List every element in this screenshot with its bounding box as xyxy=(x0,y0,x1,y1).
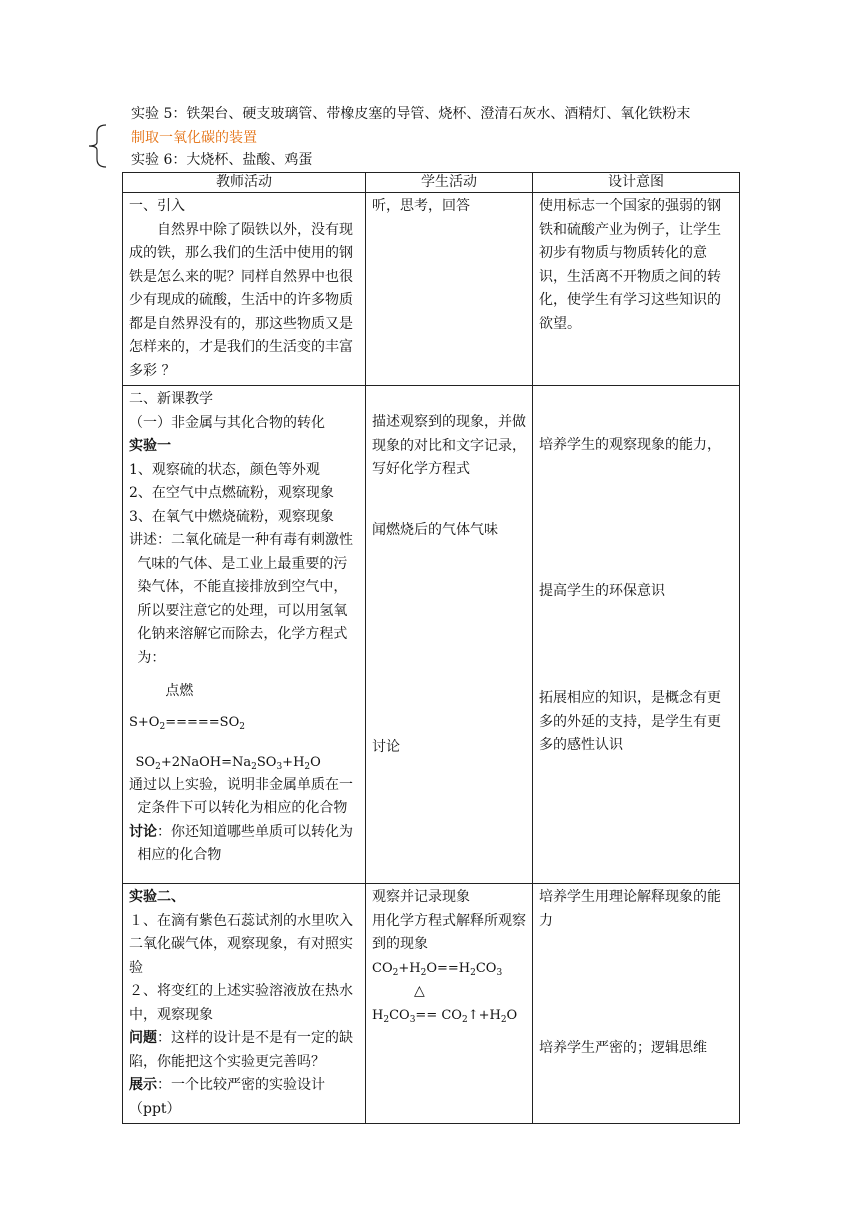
row1-student-text: 听，思考，回答 xyxy=(372,198,470,214)
materials-exp6: 实验 6：大烧杯、盐酸、鸡蛋 xyxy=(131,152,313,168)
row2-explain: 讲述：二氧化硫是一种有毒有刺激性气味的气体、是工业上最重要的污染气体，不能直接排放到空气中，所以要注意它的处理，可以用氢氧化钠来溶解它而除去，化学方程式为： xyxy=(129,532,353,666)
materials-exp5: 实验 5：铁架台、硬支玻璃管、带橡皮塞的导管、烧杯、澄清石灰水、酒精灯、氧化铁粉末 xyxy=(131,106,691,122)
materials-exp5-note: 制取一氧化碳的装置 xyxy=(131,130,257,146)
row1-intent xyxy=(533,193,740,386)
row3-question-label: 问题 xyxy=(129,1030,157,1046)
row2-condition: 点燃 xyxy=(165,683,194,699)
row2-student-describe: 描述观察到的现象，并做现象的对比和文字记录，写好化学方程式 xyxy=(372,414,526,477)
row2-step2: 2、在空气中点燃硫粉，观察现象 xyxy=(129,485,334,501)
row3-intent-logic: 培养学生严密的；逻辑思维 xyxy=(539,1040,707,1056)
row1-teacher-title: 一、引入 xyxy=(129,198,185,214)
row2-step3: 3、在氧气中燃烧硫粉，观察现象 xyxy=(129,508,334,525)
row2-student xyxy=(366,386,533,884)
row3-show-label: 展示 xyxy=(129,1077,157,1093)
header-intent: 设计意图 xyxy=(533,173,740,193)
row2-discuss xyxy=(129,821,359,868)
row1-intent-text: 使用标志一个国家的强弱的钢铁和硫酸产业为例子，让学生初步有物质与物质转化的意识，生活离不开物质之间的转化，使学生有学习这些知识的欲望。 xyxy=(539,198,721,332)
row2-heading: 二、新课教学 xyxy=(129,391,213,407)
row3-exp-label: 实验二、 xyxy=(129,889,185,905)
row3-student-record: 观察并记录现象 xyxy=(372,889,470,905)
row2-teacher xyxy=(123,386,366,884)
row3-student-explain: 用化学方程式解释所观察到的现象 xyxy=(372,912,526,952)
row3-student xyxy=(366,884,533,1124)
row2-student-discuss: 讨论 xyxy=(372,739,400,755)
row2-intent-extend: 拓展相应的知识，是概念有更多的外延的支持，是学生有更多的感性认识 xyxy=(539,690,721,753)
lesson-table xyxy=(122,172,740,1124)
row3-step2: ２、将变红的上述实验溶液放在热水中，观察现象 xyxy=(129,983,353,1023)
row2-step1: 1、观察硫的状态，颜色等外观 xyxy=(129,461,320,478)
row3-intent-theory: 培养学生用理论解释现象的能力 xyxy=(539,889,721,929)
row2-intent xyxy=(533,386,740,884)
row3-intent xyxy=(533,884,740,1124)
header-teacher: 教师活动 xyxy=(123,173,366,193)
table-row xyxy=(123,193,740,386)
equation-h2co3-form: $CO_2+H_2O==H_2CO_3$ xyxy=(372,960,503,978)
equation-naoh: $SO_2+2NaOH=Na_2SO_3+H_2O$ xyxy=(135,754,321,772)
row3-show-text: ：一个比较严密的实验设计（ppt） xyxy=(129,1077,325,1117)
equation-h2co3-decompose: $H_2CO_3==$ $CO_2↑+H_2O$ xyxy=(372,1007,518,1025)
heat-symbol: △ xyxy=(414,983,425,999)
table-header-row xyxy=(123,173,740,193)
equation-so2: $S+O_2=====SO_2$ xyxy=(129,714,245,732)
row2-student-smell: 闻燃烧后的气体气味 xyxy=(372,521,498,538)
row3-teacher xyxy=(123,884,366,1124)
table-row xyxy=(123,884,740,1124)
row2-conclusion: 通过以上实验，说明非金属单质在一定条件下可以转化为相应的化合物 xyxy=(129,776,353,816)
left-brace-icon xyxy=(86,124,108,168)
row1-teacher-body: 自然界中除了陨铁以外，没有现成的铁，那么我们的生活中使用的钢铁是怎么来的呢？同样自然界中也很少有现成的硫酸，生活中的许多物质都是自然界没有的，那这些物质又是怎样来的，才是我们的生活变的丰富多彩 ？ xyxy=(129,221,353,379)
row3-question-text: ：这样的设计是不是有一定的缺陷，你能把这个实验更完善吗？ xyxy=(129,1030,353,1070)
row3-question xyxy=(129,1027,359,1074)
row2-intent-observe: 培养学生的观察现象的能力， xyxy=(539,437,721,453)
row2-exp-label: 实验一 xyxy=(129,438,171,454)
table-row xyxy=(123,386,740,884)
header-student: 学生活动 xyxy=(366,173,533,193)
row2-subheading: （一）非金属与其化合物的转化 xyxy=(129,414,325,431)
row2-discuss-label: 讨论 xyxy=(129,823,157,840)
row3-step1: １、在滴有紫色石蕊试剂的水里吹入二氧化碳气体，观察现象，有对照实验 xyxy=(129,912,353,976)
row1-student xyxy=(366,193,533,386)
row1-teacher xyxy=(123,193,366,386)
row3-show xyxy=(129,1074,359,1121)
row2-intent-env: 提高学生的环保意识 xyxy=(539,582,665,599)
row2-discuss-text: ：你还知道哪些单质可以转化为相应的化合物 xyxy=(137,823,353,863)
